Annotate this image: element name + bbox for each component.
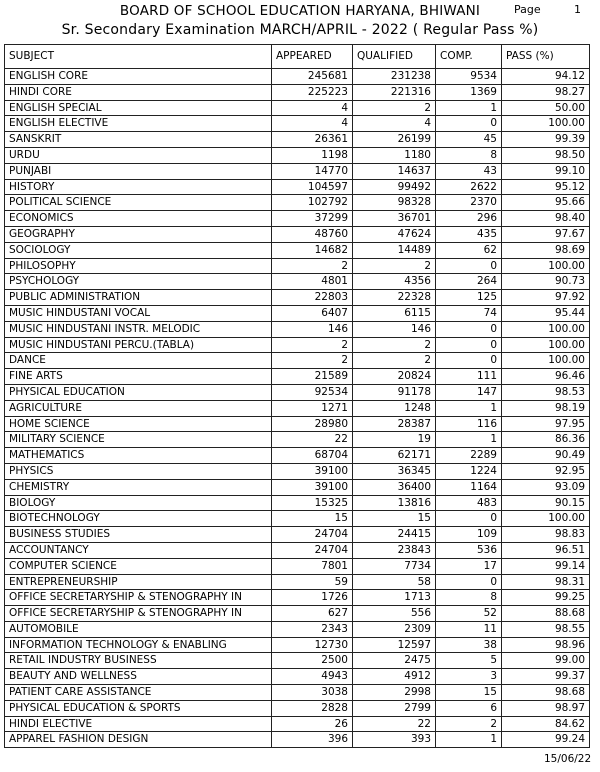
table-row [5, 211, 590, 227]
appeared-cell: 22803 [272, 290, 353, 306]
subject-cell: PUNJABI [5, 163, 272, 179]
comp-cell: 45 [436, 132, 502, 148]
appeared-cell: 24704 [272, 542, 353, 558]
subject-cell: PHYSICAL EDUCATION & SPORTS [5, 700, 272, 716]
qualified-cell: 1248 [353, 400, 436, 416]
pass-percent-cell: 98.40 [502, 211, 590, 227]
appeared-cell: 39100 [272, 463, 353, 479]
qualified-cell: 393 [353, 732, 436, 748]
qualified-cell: 23843 [353, 542, 436, 558]
appeared-cell: 2 [272, 258, 353, 274]
table-row [5, 195, 590, 211]
comp-cell: 17 [436, 558, 502, 574]
comp-cell: 1 [436, 400, 502, 416]
appeared-cell: 2 [272, 337, 353, 353]
qualified-cell: 6115 [353, 305, 436, 321]
pass-percent-cell: 99.10 [502, 163, 590, 179]
pass-percent-cell: 99.24 [502, 732, 590, 748]
comp-cell: 11 [436, 621, 502, 637]
appeared-cell: 3038 [272, 685, 353, 701]
table-row [5, 163, 590, 179]
comp-cell: 52 [436, 606, 502, 622]
comp-cell: 1 [436, 432, 502, 448]
comp-cell: 147 [436, 384, 502, 400]
qualified-cell: 2799 [353, 700, 436, 716]
subject-cell: HOME SCIENCE [5, 416, 272, 432]
table-row [5, 84, 590, 100]
pass-percent-cell: 98.97 [502, 700, 590, 716]
table-row [5, 132, 590, 148]
comp-cell: 0 [436, 258, 502, 274]
qualified-cell: 19 [353, 432, 436, 448]
comp-cell: 0 [436, 321, 502, 337]
appeared-cell: 37299 [272, 211, 353, 227]
appeared-cell: 245681 [272, 69, 353, 85]
comp-cell: 8 [436, 147, 502, 163]
footer-date: 15/06/22 [544, 753, 592, 765]
pass-percent-cell: 100.00 [502, 353, 590, 369]
table-body [5, 69, 590, 748]
pass-percent-cell: 98.68 [502, 685, 590, 701]
appeared-cell: 2 [272, 353, 353, 369]
table-row [5, 100, 590, 116]
comp-cell: 43 [436, 163, 502, 179]
pass-percent-cell: 100.00 [502, 511, 590, 527]
qualified-cell: 2 [353, 353, 436, 369]
subject-cell: HINDI ELECTIVE [5, 716, 272, 732]
table-row [5, 337, 590, 353]
column-header-appeared: APPEARED [272, 45, 353, 69]
table-row [5, 179, 590, 195]
pass-percent-cell: 99.37 [502, 669, 590, 685]
comp-cell: 9534 [436, 69, 502, 85]
comp-cell: 109 [436, 527, 502, 543]
qualified-cell: 2998 [353, 685, 436, 701]
pass-percent-cell: 99.00 [502, 653, 590, 669]
appeared-cell: 22 [272, 432, 353, 448]
appeared-cell: 4801 [272, 274, 353, 290]
appeared-cell: 627 [272, 606, 353, 622]
table-row [5, 716, 590, 732]
appeared-cell: 48760 [272, 226, 353, 242]
pass-percent-cell: 96.51 [502, 542, 590, 558]
table-row [5, 621, 590, 637]
column-header-qualified: QUALIFIED [353, 45, 436, 69]
comp-cell: 296 [436, 211, 502, 227]
table-row [5, 653, 590, 669]
pass-percent-cell: 90.15 [502, 495, 590, 511]
appeared-cell: 68704 [272, 448, 353, 464]
pass-percent-cell: 98.83 [502, 527, 590, 543]
appeared-cell: 4943 [272, 669, 353, 685]
appeared-cell: 2343 [272, 621, 353, 637]
qualified-cell: 99492 [353, 179, 436, 195]
subject-cell: ENGLISH ELECTIVE [5, 116, 272, 132]
pass-percent-cell: 98.31 [502, 574, 590, 590]
subject-cell: GEOGRAPHY [5, 226, 272, 242]
qualified-cell: 15 [353, 511, 436, 527]
subject-cell: SANSKRIT [5, 132, 272, 148]
pass-percent-cell: 95.12 [502, 179, 590, 195]
pass-percent-cell: 98.55 [502, 621, 590, 637]
pass-percent-cell: 100.00 [502, 258, 590, 274]
document-title: BOARD OF SCHOOL EDUCATION HARYANA, BHIWANI [119, 3, 481, 19]
appeared-cell: 59 [272, 574, 353, 590]
comp-cell: 3 [436, 669, 502, 685]
comp-cell: 62 [436, 242, 502, 258]
appeared-cell: 1726 [272, 590, 353, 606]
appeared-cell: 7801 [272, 558, 353, 574]
qualified-cell: 2 [353, 337, 436, 353]
subject-cell: COMPUTER SCIENCE [5, 558, 272, 574]
pass-percent-cell: 95.44 [502, 305, 590, 321]
table-row [5, 574, 590, 590]
qualified-cell: 28387 [353, 416, 436, 432]
appeared-cell: 104597 [272, 179, 353, 195]
comp-cell: 483 [436, 495, 502, 511]
table-row [5, 732, 590, 748]
table-row [5, 116, 590, 132]
comp-cell: 2370 [436, 195, 502, 211]
subject-cell: ENGLISH SPECIAL [5, 100, 272, 116]
subject-cell: PATIENT CARE ASSISTANCE [5, 685, 272, 701]
subject-cell: DANCE [5, 353, 272, 369]
table-row [5, 305, 590, 321]
comp-cell: 6 [436, 700, 502, 716]
table-row [5, 274, 590, 290]
qualified-cell: 556 [353, 606, 436, 622]
comp-cell: 125 [436, 290, 502, 306]
comp-cell: 1224 [436, 463, 502, 479]
appeared-cell: 225223 [272, 84, 353, 100]
subject-cell: AUTOMOBILE [5, 621, 272, 637]
qualified-cell: 58 [353, 574, 436, 590]
comp-cell: 74 [436, 305, 502, 321]
appeared-cell: 26361 [272, 132, 353, 148]
appeared-cell: 4 [272, 100, 353, 116]
pass-percent-cell: 99.39 [502, 132, 590, 148]
appeared-cell: 12730 [272, 637, 353, 653]
table-row [5, 463, 590, 479]
pass-percent-cell: 99.25 [502, 590, 590, 606]
comp-cell: 536 [436, 542, 502, 558]
comp-cell: 0 [436, 574, 502, 590]
appeared-cell: 146 [272, 321, 353, 337]
qualified-cell: 221316 [353, 84, 436, 100]
appeared-cell: 1271 [272, 400, 353, 416]
subject-cell: BIOTECHNOLOGY [5, 511, 272, 527]
qualified-cell: 22 [353, 716, 436, 732]
comp-cell: 264 [436, 274, 502, 290]
subject-cell: AGRICULTURE [5, 400, 272, 416]
qualified-cell: 14637 [353, 163, 436, 179]
subject-cell: MUSIC HINDUSTANI PERCU.(TABLA) [5, 337, 272, 353]
qualified-cell: 4 [353, 116, 436, 132]
pass-percent-cell: 96.46 [502, 369, 590, 385]
table-row [5, 542, 590, 558]
subject-cell: POLITICAL SCIENCE [5, 195, 272, 211]
table-row [5, 226, 590, 242]
table-row [5, 558, 590, 574]
subject-cell: MATHEMATICS [5, 448, 272, 464]
subject-cell: BIOLOGY [5, 495, 272, 511]
qualified-cell: 36701 [353, 211, 436, 227]
pass-percent-cell: 50.00 [502, 100, 590, 116]
qualified-cell: 231238 [353, 69, 436, 85]
pass-percent-cell: 100.00 [502, 337, 590, 353]
comp-cell: 116 [436, 416, 502, 432]
appeared-cell: 102792 [272, 195, 353, 211]
column-header-pass-percent: PASS (%) [502, 45, 590, 69]
document-subtitle: Sr. Secondary Examination MARCH/APRIL - 2022 ( Regular Pass %) [61, 22, 539, 38]
table-row [5, 321, 590, 337]
subject-cell: CHEMISTRY [5, 479, 272, 495]
subject-cell: PSYCHOLOGY [5, 274, 272, 290]
pass-percent-cell: 93.09 [502, 479, 590, 495]
subject-cell: HINDI CORE [5, 84, 272, 100]
column-header-subject: SUBJECT [5, 45, 272, 69]
qualified-cell: 4356 [353, 274, 436, 290]
subject-cell: ENTREPRENEURSHIP [5, 574, 272, 590]
appeared-cell: 14682 [272, 242, 353, 258]
qualified-cell: 1180 [353, 147, 436, 163]
comp-cell: 0 [436, 353, 502, 369]
qualified-cell: 36345 [353, 463, 436, 479]
pass-percent-cell: 99.14 [502, 558, 590, 574]
comp-cell: 0 [436, 337, 502, 353]
comp-cell: 1 [436, 100, 502, 116]
qualified-cell: 98328 [353, 195, 436, 211]
table-row [5, 369, 590, 385]
subject-cell: ENGLISH CORE [5, 69, 272, 85]
subject-cell: PHILOSOPHY [5, 258, 272, 274]
appeared-cell: 2828 [272, 700, 353, 716]
appeared-cell: 92534 [272, 384, 353, 400]
qualified-cell: 24415 [353, 527, 436, 543]
subject-cell: MUSIC HINDUSTANI VOCAL [5, 305, 272, 321]
pass-percent-cell: 92.95 [502, 463, 590, 479]
pass-percent-cell: 98.96 [502, 637, 590, 653]
comp-cell: 111 [436, 369, 502, 385]
comp-cell: 2622 [436, 179, 502, 195]
table-row [5, 700, 590, 716]
subject-cell: ECONOMICS [5, 211, 272, 227]
table-row [5, 606, 590, 622]
appeared-cell: 1198 [272, 147, 353, 163]
qualified-cell: 20824 [353, 369, 436, 385]
appeared-cell: 396 [272, 732, 353, 748]
column-header-comp: COMP. [436, 45, 502, 69]
pass-percent-cell: 84.62 [502, 716, 590, 732]
results-table [4, 44, 590, 748]
table-row [5, 669, 590, 685]
qualified-cell: 62171 [353, 448, 436, 464]
comp-cell: 8 [436, 590, 502, 606]
qualified-cell: 22328 [353, 290, 436, 306]
subject-cell: PHYSICAL EDUCATION [5, 384, 272, 400]
appeared-cell: 21589 [272, 369, 353, 385]
comp-cell: 1 [436, 732, 502, 748]
comp-cell: 0 [436, 116, 502, 132]
table-row [5, 479, 590, 495]
appeared-cell: 24704 [272, 527, 353, 543]
table-row [5, 69, 590, 85]
table-row [5, 258, 590, 274]
subject-cell: BEAUTY AND WELLNESS [5, 669, 272, 685]
subject-cell: BUSINESS STUDIES [5, 527, 272, 543]
pass-percent-cell: 98.27 [502, 84, 590, 100]
table-row [5, 685, 590, 701]
qualified-cell: 4912 [353, 669, 436, 685]
table-header-row [5, 45, 590, 69]
qualified-cell: 2309 [353, 621, 436, 637]
comp-cell: 435 [436, 226, 502, 242]
pass-percent-cell: 86.36 [502, 432, 590, 448]
pass-percent-cell: 100.00 [502, 321, 590, 337]
pass-percent-cell: 97.67 [502, 226, 590, 242]
pass-percent-cell: 98.69 [502, 242, 590, 258]
subject-cell: ACCOUNTANCY [5, 542, 272, 558]
qualified-cell: 1713 [353, 590, 436, 606]
comp-cell: 1369 [436, 84, 502, 100]
comp-cell: 0 [436, 511, 502, 527]
table-row [5, 400, 590, 416]
qualified-cell: 36400 [353, 479, 436, 495]
subject-cell: SOCIOLOGY [5, 242, 272, 258]
table-row [5, 353, 590, 369]
subject-cell: OFFICE SECRETARYSHIP & STENOGRAPHY IN [5, 590, 272, 606]
comp-cell: 38 [436, 637, 502, 653]
pass-percent-cell: 88.68 [502, 606, 590, 622]
pass-percent-cell: 98.19 [502, 400, 590, 416]
subject-cell: RETAIL INDUSTRY BUSINESS [5, 653, 272, 669]
subject-cell: PHYSICS [5, 463, 272, 479]
subject-cell: FINE ARTS [5, 369, 272, 385]
qualified-cell: 12597 [353, 637, 436, 653]
appeared-cell: 14770 [272, 163, 353, 179]
comp-cell: 15 [436, 685, 502, 701]
subject-cell: APPAREL FASHION DESIGN [5, 732, 272, 748]
table-row [5, 416, 590, 432]
subject-cell: MUSIC HINDUSTANI INSTR. MELODIC [5, 321, 272, 337]
appeared-cell: 4 [272, 116, 353, 132]
subject-cell: PUBLIC ADMINISTRATION [5, 290, 272, 306]
pass-percent-cell: 95.66 [502, 195, 590, 211]
table-row [5, 637, 590, 653]
table-row [5, 384, 590, 400]
qualified-cell: 2475 [353, 653, 436, 669]
appeared-cell: 28980 [272, 416, 353, 432]
qualified-cell: 2 [353, 100, 436, 116]
pass-percent-cell: 94.12 [502, 69, 590, 85]
table-row [5, 432, 590, 448]
qualified-cell: 2 [353, 258, 436, 274]
comp-cell: 2289 [436, 448, 502, 464]
pass-percent-cell: 98.50 [502, 147, 590, 163]
subject-cell: INFORMATION TECHNOLOGY & ENABLING [5, 637, 272, 653]
comp-cell: 2 [436, 716, 502, 732]
table-row [5, 242, 590, 258]
pass-percent-cell: 100.00 [502, 116, 590, 132]
qualified-cell: 91178 [353, 384, 436, 400]
appeared-cell: 15325 [272, 495, 353, 511]
qualified-cell: 7734 [353, 558, 436, 574]
qualified-cell: 14489 [353, 242, 436, 258]
subject-cell: URDU [5, 147, 272, 163]
table-row [5, 147, 590, 163]
appeared-cell: 2500 [272, 653, 353, 669]
comp-cell: 5 [436, 653, 502, 669]
table-row [5, 448, 590, 464]
table-row [5, 590, 590, 606]
qualified-cell: 146 [353, 321, 436, 337]
page-number: 1 [574, 3, 581, 16]
pass-percent-cell: 90.73 [502, 274, 590, 290]
qualified-cell: 47624 [353, 226, 436, 242]
table-row [5, 511, 590, 527]
appeared-cell: 26 [272, 716, 353, 732]
subject-cell: MILITARY SCIENCE [5, 432, 272, 448]
qualified-cell: 26199 [353, 132, 436, 148]
table-row [5, 527, 590, 543]
pass-percent-cell: 90.49 [502, 448, 590, 464]
appeared-cell: 15 [272, 511, 353, 527]
appeared-cell: 39100 [272, 479, 353, 495]
subject-cell: HISTORY [5, 179, 272, 195]
pass-percent-cell: 97.95 [502, 416, 590, 432]
pass-percent-cell: 98.53 [502, 384, 590, 400]
table-row [5, 290, 590, 306]
pass-percent-cell: 97.92 [502, 290, 590, 306]
qualified-cell: 13816 [353, 495, 436, 511]
comp-cell: 1164 [436, 479, 502, 495]
page-label: Page [514, 3, 541, 16]
appeared-cell: 6407 [272, 305, 353, 321]
table-row [5, 495, 590, 511]
subject-cell: OFFICE SECRETARYSHIP & STENOGRAPHY IN [5, 606, 272, 622]
